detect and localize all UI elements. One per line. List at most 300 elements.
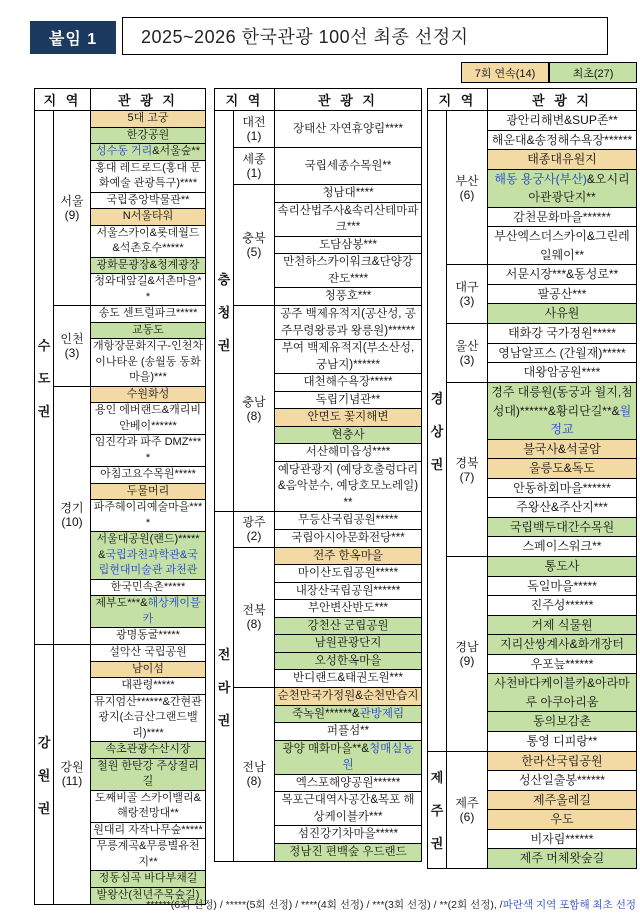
- attraction-name: 성수동 거리&서울숲**: [96, 145, 200, 157]
- attraction-cell: [91, 484, 205, 501]
- region-count: (9): [64, 208, 80, 222]
- province-group-row: [215, 512, 421, 861]
- first-selection-highlight: 해동 용궁사(부산): [494, 171, 587, 186]
- attraction-name: 비자림******: [530, 831, 594, 846]
- province-group-char: 권: [37, 800, 51, 816]
- attraction-list: [488, 324, 636, 382]
- attraction-name: 부산엑스더스카이&그린레일웨이**: [494, 229, 630, 262]
- region-label: [234, 111, 275, 147]
- province-group-row: [35, 111, 205, 645]
- attraction-cell: [91, 532, 205, 580]
- region-label: [234, 548, 275, 688]
- region-row: [234, 548, 421, 689]
- attraction-name: 수원화성: [126, 387, 170, 400]
- attraction-cell: [275, 723, 421, 741]
- province-group-char: 권: [217, 712, 231, 728]
- attraction-name: 서문시장***&동성로**: [505, 267, 619, 281]
- region-count: (10): [61, 515, 83, 530]
- attraction-name: 공주 백제유적지(공산성, 공주무령왕릉과 왕릉원)******: [280, 308, 416, 337]
- attraction-name: 도째비골 스카이밸리&해랑전망대**: [94, 791, 202, 819]
- province-group-char: 경: [430, 391, 444, 407]
- attraction-cell: [275, 826, 421, 844]
- region-row: [234, 512, 421, 548]
- attraction-cell: [488, 498, 636, 518]
- region-name: 부산: [455, 173, 479, 188]
- attraction-cell: [275, 203, 421, 237]
- attraction-cell: [488, 655, 636, 675]
- table-column-0: [34, 88, 206, 905]
- attraction-name: 죽녹원******&관방제림: [291, 707, 405, 720]
- attraction-cell: [488, 732, 636, 751]
- region-row: [447, 324, 636, 383]
- attraction-name: 지리산쌍계사&화개장터: [500, 637, 624, 651]
- attraction-cell: [275, 635, 421, 653]
- attraction-name: 철원 한탄강 주상절리길: [97, 759, 199, 787]
- attraction-name: 해동 용궁사(부산)&오시리아관광단지**: [494, 171, 630, 204]
- attraction-cell: [488, 635, 636, 655]
- attraction-cell: [488, 616, 636, 636]
- attraction-cell: [91, 871, 205, 888]
- region-label: [447, 557, 488, 751]
- province-group-row: [35, 645, 205, 904]
- region-count: (3): [459, 353, 475, 367]
- attraction-cell: [275, 670, 421, 687]
- attraction-name: 임진각과 파주 DMZ****: [94, 436, 202, 464]
- region-count: (2): [246, 529, 262, 544]
- first-selection-highlight: 성수동 거리: [96, 145, 153, 157]
- region-count: (6): [459, 187, 475, 202]
- region-row: [447, 752, 636, 869]
- attraction-name: 제부도***&해상케이블카: [95, 597, 201, 625]
- attraction-name: 광명동굴*****: [116, 629, 180, 642]
- region-row: [234, 306, 421, 511]
- attraction-cell: [488, 265, 636, 285]
- province-group-char: 권: [430, 836, 444, 852]
- attraction-cell: [275, 185, 421, 203]
- attraction-name: 장태산 자연휴양림****: [293, 122, 403, 135]
- attraction-cell: [275, 374, 421, 392]
- attraction-name: 거제 식물원: [531, 617, 593, 632]
- attraction-cell: [488, 440, 636, 460]
- province-group-char: 수: [37, 338, 51, 353]
- attraction-name: 현충사: [331, 428, 365, 441]
- attraction-cell: [488, 752, 636, 772]
- attraction-cell: [91, 144, 205, 161]
- attraction-name: 태화강 국가정원*****: [508, 326, 616, 340]
- first-selection-highlight: 해상케이블카: [142, 597, 201, 625]
- region-count: (1): [246, 166, 262, 180]
- region-count: (8): [246, 774, 262, 789]
- province-group-char: 권: [217, 337, 231, 353]
- region-name: 충북: [242, 231, 266, 245]
- attraction-name: N서울타워: [122, 210, 174, 222]
- attraction-cell: [275, 306, 421, 340]
- region-name: 경북: [455, 455, 479, 470]
- attraction-cell: [91, 323, 205, 340]
- region-row: [234, 185, 421, 306]
- attraction-list: [488, 752, 636, 869]
- attraction-cell: [488, 383, 636, 440]
- region-count: (9): [459, 653, 475, 668]
- attraction-cell: [488, 712, 636, 732]
- attraction-cell: [275, 237, 421, 255]
- attraction-cell: [488, 227, 636, 264]
- attraction-cell: [488, 170, 636, 208]
- attraction-cell: [91, 678, 205, 695]
- attraction-cell: [91, 596, 205, 628]
- attraction-list: [275, 148, 421, 184]
- attraction-list: [91, 387, 205, 645]
- attraction-list: [275, 111, 421, 147]
- attraction-cell: [275, 427, 421, 445]
- region-label: [234, 185, 275, 305]
- attraction-name: 주왕산&주산지***: [516, 500, 608, 514]
- attraction-name: 울릉도&독도: [529, 461, 595, 475]
- attraction-name: 우도: [550, 812, 574, 826]
- attraction-name: 남이섬: [132, 662, 164, 675]
- region-row: [447, 265, 636, 324]
- province-group-label: [428, 752, 447, 869]
- region-name: 전북: [242, 603, 266, 618]
- attraction-name: 서울대공원(랜드)*****&국립과천과학관&국립현대미술관 과천관: [96, 533, 200, 576]
- region-row: [234, 688, 421, 861]
- attraction-cell: [275, 653, 421, 671]
- attraction-cell: [91, 226, 205, 258]
- attraction-name: 청풍호***: [324, 290, 372, 303]
- attraction-name: 동의보감촌: [533, 714, 591, 728]
- attraction-name: 국립백두대간수목원: [509, 519, 615, 534]
- attraction-name: 개항장문화지구-인천차이나타운 (송월동 동화마을)***: [93, 340, 203, 383]
- attraction-name: 부안변산반도***: [307, 602, 389, 614]
- attraction-cell: [91, 387, 205, 404]
- document-title-box: [122, 17, 608, 55]
- region-name: 대구: [455, 280, 479, 294]
- region-name: 전남: [242, 760, 266, 775]
- province-group-content: [234, 111, 421, 511]
- attraction-name: 안면도 꽃지해변: [307, 411, 389, 423]
- province-group-char: 청: [217, 304, 231, 320]
- province-group-row: [215, 111, 421, 512]
- region-name: 세종: [242, 152, 266, 166]
- attraction-name: 영남알프스 (간월재)*****: [498, 345, 626, 360]
- province-group-label: [35, 111, 54, 644]
- attraction-list: [275, 306, 421, 511]
- attraction-cell: [275, 409, 421, 427]
- attraction-cell: [488, 479, 636, 499]
- attraction-name: 진주성******: [530, 598, 594, 612]
- first-selection-highlight: 국립과천과학관&국립현대미술관 과천관: [98, 548, 198, 576]
- document-title: 2025~2026 한국관광 100선 최종 선정지: [141, 27, 469, 47]
- table-column-1: [214, 88, 422, 862]
- region-count: (11): [61, 774, 83, 789]
- attraction-cell: [275, 618, 421, 636]
- header-region: 지 역: [35, 89, 91, 110]
- region-row: [54, 387, 205, 645]
- province-group-char: 라: [217, 679, 231, 695]
- province-group-row: [428, 752, 636, 869]
- attraction-name: 대왕암공원****: [523, 365, 601, 380]
- attraction-cell: [488, 363, 636, 382]
- attraction-cell: [91, 742, 205, 759]
- attraction-cell: [275, 462, 421, 512]
- legend-first-selection-label: 최초(27): [572, 67, 614, 80]
- attraction-name: 용인 에버랜드&캐리비안베이******: [94, 404, 202, 432]
- region-label: [447, 111, 488, 264]
- legend: [461, 62, 637, 83]
- table-header-row: [428, 89, 636, 111]
- attraction-cell: [275, 512, 421, 530]
- attraction-cell: [488, 557, 636, 577]
- table-column-2: [427, 88, 637, 869]
- province-group-char: 전: [217, 646, 231, 662]
- first-selection-highlight: 관방제림: [359, 707, 405, 720]
- attraction-name: 발왕산(천년주목숲길): [96, 888, 200, 901]
- attraction-cell: [275, 530, 421, 547]
- attraction-cell: [275, 288, 421, 305]
- attraction-name: 전주 한옥마을: [313, 549, 383, 562]
- attraction-cell: [91, 128, 205, 145]
- region-row: [54, 645, 205, 904]
- attraction-list: [91, 306, 205, 386]
- region-name: 인천: [60, 331, 84, 346]
- first-selection-highlight: 월정교: [550, 403, 632, 436]
- header-region: 지 역: [215, 89, 275, 110]
- attraction-cell: [488, 131, 636, 151]
- province-group-content: [447, 752, 636, 869]
- region-row: [234, 148, 421, 185]
- region-name: 충남: [242, 394, 266, 409]
- province-group-content: [234, 512, 421, 861]
- attraction-cell: [488, 285, 636, 305]
- attraction-name: 내장산국립공원******: [295, 584, 401, 597]
- attraction-name: 독립기념관**: [315, 393, 381, 406]
- attraction-cell: [275, 706, 421, 724]
- attraction-name: 안동하회마을******: [513, 480, 611, 495]
- attraction-name: 서울스카이&롯데월드&석촌호수*****: [96, 226, 200, 254]
- attraction-cell: [488, 518, 636, 538]
- attraction-cell: [91, 645, 205, 662]
- region-count: (8): [246, 617, 262, 632]
- attraction-name: 섬진강기차마을*****: [297, 828, 399, 840]
- region-name: 울산: [455, 339, 479, 353]
- attraction-name: 홍대 레드로드(홍대 문화예술 관광특구)****: [95, 161, 201, 189]
- attraction-name: 해운대&송정해수욕장******: [491, 132, 633, 147]
- region-label: [234, 688, 275, 861]
- attraction-cell: [275, 392, 421, 410]
- attraction-cell: [91, 435, 205, 467]
- attraction-cell: [275, 792, 421, 826]
- attraction-cell: [488, 771, 636, 791]
- region-label: [54, 111, 91, 305]
- province-group-char: 강: [37, 734, 51, 750]
- attraction-cell: [91, 161, 205, 193]
- attraction-name: 속초관광수산시장: [105, 743, 191, 755]
- province-group-char: 원: [37, 767, 51, 783]
- attraction-cell: [275, 844, 421, 861]
- region-count: (5): [246, 245, 262, 259]
- attraction-name: 한국민속촌*****: [110, 580, 186, 593]
- attraction-list: [488, 383, 636, 556]
- attraction-name: 국립아시아문화전당***: [291, 531, 405, 544]
- table-header-row: [215, 89, 421, 111]
- attraction-cell: [275, 741, 421, 775]
- attraction-cell: [275, 444, 421, 462]
- attraction-list: [488, 265, 636, 323]
- header-attraction: 관 광 지: [118, 93, 178, 108]
- attraction-name: 부여 백제유적지(부소산성, 궁남지)******: [281, 342, 415, 371]
- attraction-list: [91, 111, 205, 305]
- attraction-list: [275, 185, 421, 305]
- attraction-name: 팔공산***: [537, 286, 587, 301]
- attraction-cell: [488, 810, 636, 830]
- header-attraction: 관 광 지: [532, 93, 592, 108]
- province-group-char: 권: [430, 457, 444, 473]
- region-label: [54, 645, 91, 904]
- attraction-list: [275, 548, 421, 688]
- region-name: 광주: [242, 515, 266, 530]
- attraction-cell: [488, 459, 636, 479]
- attraction-name: 강천산 군립공원: [307, 619, 389, 632]
- attraction-name: 광화문광장&청계광장: [96, 258, 200, 271]
- province-group-char: 상: [430, 424, 444, 440]
- attraction-cell: [91, 500, 205, 532]
- attraction-name: 대천해수욕장*****: [303, 376, 393, 388]
- footnote-text: ******(6회 선정) / *****(5회 선정) / ****(4회 선정) / ***(3회 선정) / **(2회 선정), /: [146, 899, 503, 911]
- attraction-name: 남원관광단지: [314, 637, 382, 649]
- attraction-name: 오성한옥마을: [314, 654, 382, 667]
- province-group-char: 도: [37, 371, 51, 386]
- region-label: [447, 383, 488, 556]
- attraction-cell: [91, 839, 205, 871]
- attraction-name: 스페이스워크**: [522, 539, 602, 554]
- attraction-cell: [488, 111, 636, 131]
- province-group-label: [35, 645, 54, 904]
- attraction-name: 아침고요수목원*****: [100, 468, 196, 480]
- province-group-char: 주: [430, 803, 444, 819]
- attraction-name: 뮤지엄산******&간현관광지(소금산그랜드밸리)****: [94, 695, 202, 739]
- attraction-name: 예당관광지 (예당호출렁다리&음악분수, 예당호모노레일)**: [277, 463, 419, 509]
- attraction-name: 통영 디피랑**: [526, 733, 598, 748]
- attraction-cell: [275, 111, 421, 147]
- region-row: [447, 383, 636, 557]
- region-count: (1): [246, 129, 262, 143]
- attraction-list: [488, 111, 636, 264]
- region-row: [54, 306, 205, 387]
- attraction-name: 마이산도립공원*****: [297, 567, 399, 579]
- attraction-cell: [488, 830, 636, 850]
- attraction-name: 광양 매화마을**&청매실농원: [282, 742, 414, 771]
- attraction-name: 5대 고궁: [127, 112, 169, 124]
- attraction-cell: [91, 193, 205, 210]
- attraction-name: 무릉계곡&무릉별유천지**: [96, 840, 200, 868]
- province-group-label: [428, 111, 447, 751]
- attraction-name: 청와대앞길&서촌마을**: [94, 275, 202, 303]
- region-label: [54, 387, 91, 645]
- attraction-name: 파주헤이리예술마을****: [93, 501, 203, 529]
- region-label: [234, 148, 275, 184]
- attraction-cell: [91, 628, 205, 644]
- province-group-content: [447, 111, 636, 751]
- attraction-cell: [91, 695, 205, 743]
- attraction-cell: [91, 274, 205, 305]
- region-name: 대전: [242, 115, 266, 129]
- attraction-cell: [488, 324, 636, 344]
- attraction-name: 경주 대릉원(동궁과 월지,첨성대)******&황리단길**&월정교: [491, 385, 633, 436]
- attraction-list: [488, 557, 636, 751]
- attraction-cell: [91, 823, 205, 840]
- attraction-name: 반디랜드&태권도원***: [293, 672, 403, 685]
- attraction-name: 교동도: [132, 323, 164, 336]
- attraction-cell: [275, 254, 421, 288]
- attraction-name: 사유원: [544, 306, 580, 321]
- region-count: (6): [459, 809, 475, 824]
- region-label: [447, 324, 488, 382]
- region-row: [234, 111, 421, 148]
- attraction-name: 속리산법주사&속리산테마파크***: [277, 204, 419, 233]
- region-count: (8): [246, 408, 262, 423]
- attraction-name: 도담삼봉***: [319, 238, 377, 251]
- region-row: [54, 111, 205, 306]
- attraction-name: 서산해미읍성****: [305, 446, 391, 458]
- attraction-name: 국립중앙박물관**: [106, 193, 190, 206]
- attraction-name: 송도 센트럴파크*****: [98, 307, 198, 319]
- province-group-content: [54, 111, 205, 644]
- attraction-cell: [488, 674, 636, 712]
- attraction-cell: [275, 583, 421, 601]
- attraction-name: 만천하스카이워크&단양강 잔도****: [283, 256, 413, 285]
- attraction-cell: [91, 339, 205, 386]
- attraction-name: 태종대유원지: [527, 152, 597, 166]
- attraction-cell: [488, 596, 636, 616]
- attraction-cell: [488, 577, 636, 597]
- attraction-list: [275, 688, 421, 861]
- attraction-name: 우포늪******: [530, 656, 594, 671]
- attraction-cell: [275, 340, 421, 374]
- attraction-name: 한강공원: [126, 128, 170, 141]
- attraction-cell: [91, 791, 205, 823]
- attraction-cell: [488, 150, 636, 170]
- region-label: [234, 512, 275, 547]
- province-group-char: 권: [37, 404, 51, 419]
- region-name: 서울: [60, 194, 84, 208]
- attraction-name: 퍼플섬**: [326, 725, 370, 737]
- attraction-name: 정남진 편백숲 우드랜드: [289, 845, 407, 858]
- attraction-name: 청남대****: [322, 187, 374, 199]
- legend-consecutive: [461, 62, 549, 83]
- attraction-name: 감천문화마을******: [513, 209, 611, 224]
- attraction-cell: [91, 258, 205, 275]
- attachment-badge: 붙임 1: [30, 21, 116, 54]
- province-group-char: 충: [217, 271, 231, 287]
- attraction-name: 원대리 자작나무숲*****: [93, 823, 203, 836]
- attraction-name: 두물머리: [126, 484, 170, 497]
- attraction-cell: [91, 209, 205, 226]
- attraction-cell: [488, 537, 636, 556]
- attraction-name: 사천바다케이블카&아라마루 아쿠아리움: [494, 676, 630, 709]
- attraction-list: [275, 512, 421, 547]
- attraction-cell: [91, 467, 205, 484]
- region-row: [447, 557, 636, 751]
- legend-first-selection: [549, 62, 637, 83]
- region-label: [234, 306, 275, 511]
- legend-consecutive-label: 7회 연속(14): [474, 67, 536, 80]
- attraction-cell: [488, 304, 636, 323]
- attraction-cell: [275, 565, 421, 583]
- region-name: 경남: [455, 639, 479, 654]
- attraction-name: 설악산 국립공원: [109, 646, 187, 658]
- attraction-cell: [275, 688, 421, 706]
- region-label: [447, 752, 488, 869]
